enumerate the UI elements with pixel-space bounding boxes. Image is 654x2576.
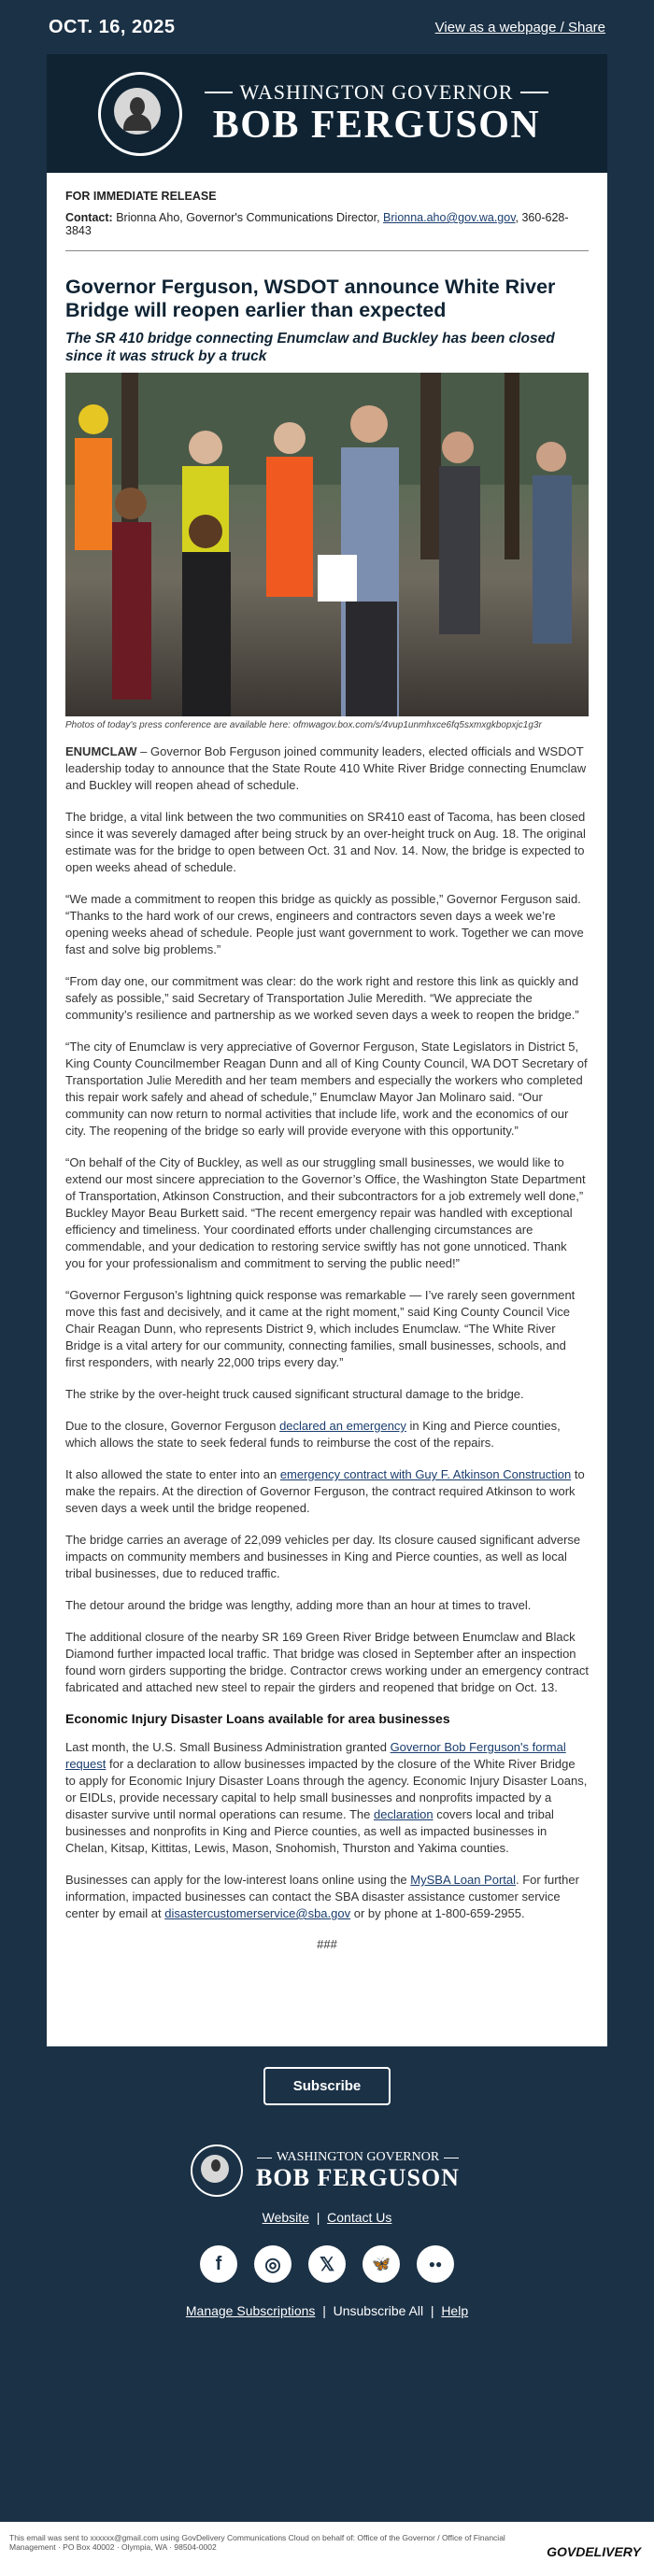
social-icons xyxy=(0,2245,654,2283)
manage-subscriptions-link[interactable]: Manage Subscriptions xyxy=(185,2303,316,2318)
contact-email-link[interactable]: Brionna.aho@gov.wa.gov xyxy=(383,211,516,224)
photo-caption: Photos of today's press conference are available here: ofmwagov.box.com/s/4vup1unmhxce6fq5sxmxgkbopxjc1g3r xyxy=(65,720,542,730)
article-subtitle: The SR 410 bridge connecting Enumclaw and Buckley has been closed since it was struck by a truck xyxy=(65,331,555,364)
end-mark: ### xyxy=(317,1937,337,1951)
p10-b: to make the repairs. At the direction of Governor Ferguson, the contract required Atkinson to work seven days a week until the bridge reopened. xyxy=(65,1467,585,1515)
p9-b: in King and Pierce counties, which allows the state to seek federal funds to reimburse the cost of the repairs. xyxy=(65,1419,561,1450)
p15-a: Businesses can apply for the low-interest loans online using the xyxy=(65,1873,411,1887)
paragraph-6: “On behalf of the City of Buckley, as well as our struggling small businesses, we would like to extend our most sincere appreciation to the Governor’s Office, the Washington State Department of Transportation, Atkinson Construction, and their subcontractors for a job extremely well done,” Buckley Mayor Beau Burkett said. “The recent emergency repair was handled with exceptional efficiency and timeliness. Your coordinated efforts under challenging circumstances are commendable, and your dedication to restoring service swiftly has not gone unnoticed. Thank you for your professionalism and commitment to serving the public need!” xyxy=(65,1155,586,1270)
mysba-loan-portal-link[interactable]: MySBA Loan Portal xyxy=(410,1873,517,1887)
declared-emergency-link[interactable]: declared an emergency xyxy=(279,1419,406,1433)
bottom-disclaimer xyxy=(0,2522,654,2576)
paragraph-1-text: – Governor Bob Ferguson joined community leaders, elected officials and WSDOT leadership today to announce that the State Route 410 White River Bridge connecting Enumclaw and Buckley will reopen ahead of schedule. xyxy=(65,744,587,792)
press-conference-photo xyxy=(65,373,589,716)
paragraph-2: The bridge, a vital link between the two communities on SR410 east of Tacoma, has been closed since it was severely damaged after being struck by an over-height truck on Aug. 18. The original estimate was for the bridge to open between Oct. 31 and Nov. 14. Now, the bridge is expected to open weeks ahead of schedule. xyxy=(65,810,586,874)
subscribe-button[interactable]: Subscribe xyxy=(263,2067,391,2105)
p14-a: Last month, the U.S. Small Business Administration granted xyxy=(65,1740,391,1754)
contact-phone: , 360-628-3843 xyxy=(65,211,569,237)
footer-logo xyxy=(0,2144,654,2197)
paragraph-10 xyxy=(65,1466,589,1517)
help-link[interactable]: Help xyxy=(441,2303,469,2318)
contact-label: Contact: xyxy=(65,211,113,224)
govdelivery-logo: GOVDELIVERY xyxy=(547,2544,641,2559)
paragraph-15 xyxy=(65,1872,589,1922)
article-title: Governor Ferguson, WSDOT announce White River Bridge will reopen earlier than expected xyxy=(65,276,556,321)
contact-us-link[interactable]: Contact Us xyxy=(327,2210,392,2225)
disaster-email-link[interactable]: disastercustomerservice@sba.gov xyxy=(164,1906,351,1920)
footer-title-line2: BOB FERGUSON xyxy=(256,2164,460,2192)
p15-c: or by phone at 1-800-659-2955. xyxy=(350,1906,525,1920)
paragraph-3: “We made a commitment to reopen this bridge as quickly as possible,” Governor Ferguson said. “Thanks to the hard work of our crews, engineers and contractors seven days a week we’re opening weeks ahead of schedule. People just want government to work. Together we can move fast and solve big problems.” xyxy=(65,892,584,956)
paragraph-7: “Governor Ferguson’s lightning quick response was remarkable — I’ve rarely seen government move this fast and decisively, and it came at the right moment,” said King County Council Vice Chair Reagan Dunn, who represents District 9, which includes Enumclaw. “The White River Bridge is a vital artery for our community, connecting families, small businesses, schools, and first responders, with nearly 22,000 trips every day.” xyxy=(65,1288,576,1369)
paragraph-13: The additional closure of the nearby SR 169 Green River Bridge between Enumclaw and Black Diamond further impacted local traffic. That bridge was closed in September after an inspection found worn girders supporting the bridge. Contractor crews working under an emergency contract fabricated and attached new steel to repair the girders and reopened that bridge on Oct. 13. xyxy=(65,1630,590,1694)
separator: | xyxy=(316,2210,320,2225)
p10-a: It also allowed the state to enter into an xyxy=(65,1467,280,1481)
declaration-link[interactable]: declaration xyxy=(373,1807,434,1821)
title-line2: BOB FERGUSON xyxy=(212,104,541,148)
bluesky-icon[interactable]: 🦋 xyxy=(363,2245,400,2283)
footer-seal-icon xyxy=(191,2144,243,2197)
footer-links xyxy=(0,2210,654,2225)
disclaimer-text: This email was sent to xxxxxx@gmail.com using GovDelivery Communications Cloud on behalf of: Office of the Governor / Office of Financial Management · PO Box 40002 · Olympia, WA · 98504-0002 xyxy=(9,2533,505,2552)
p15-b: . For further information, impacted businesses can contact the SBA disaster assistance customer service center by email at xyxy=(65,1873,579,1920)
footer-title-line1: WASHINGTON GOVERNOR xyxy=(276,2150,440,2165)
paragraph-1 xyxy=(65,743,589,794)
view-as-webpage-link[interactable]: View as a webpage / Share xyxy=(434,19,605,35)
divider xyxy=(65,250,589,251)
separator: | xyxy=(322,2303,326,2318)
website-link[interactable]: Website xyxy=(262,2210,309,2225)
contact-text: Brionna Aho, Governor's Communications Director, xyxy=(116,211,380,224)
instagram-icon[interactable]: ◎ xyxy=(254,2245,291,2283)
section-heading-eidl: Economic Injury Disaster Loans available for area businesses xyxy=(65,1711,450,1726)
facebook-icon[interactable]: f xyxy=(200,2245,237,2283)
unsubscribe-all-link[interactable]: Unsubscribe All xyxy=(333,2303,424,2318)
content-card xyxy=(47,173,607,2046)
date-label: OCT. 16, 2025 xyxy=(49,16,176,37)
title-line1: WASHINGTON GOVERNOR xyxy=(239,80,514,105)
paragraph-8: The strike by the over-height truck caused significant structural damage to the bridge. xyxy=(65,1387,524,1401)
paragraph-11: The bridge carries an average of 22,099 vehicles per day. Its closure caused significant adverse impacts on community members and businesses in King and Pierce counties, as well as local tribal businesses, due to reduced traffic. xyxy=(65,1533,581,1580)
p9-a: Due to the closure, Governor Ferguson xyxy=(65,1419,280,1433)
contact-line xyxy=(65,211,589,237)
top-bar xyxy=(0,0,654,54)
paragraph-5: “The city of Enumclaw is very appreciative of Governor Ferguson, State Legislators in District 5, King County Councilmember Reagan Dunn and all of King County Council, WA DOT Secretary of Transportation Julie Meredith and her team members and especially the workers who completed this repair work safely and ahead of schedule,” Enumclaw Mayor Jan Molinaro said. “Our community can now return to normal activities that include life, work and the economics of our city. The reopening of the bridge so early will provide everyone with this opportunity.” xyxy=(65,1040,588,1138)
subscription-links xyxy=(0,2303,654,2318)
header-banner xyxy=(47,54,607,173)
p14-c: covers local and tribal businesses and nonprofits in King and Pierce counties, as well as impacted businesses in Chelan, Kitsap, Kittitas, Lewis, Mason, Snohomish, Thurston and Yakima counties. xyxy=(65,1807,554,1855)
dateline: ENUMCLAW xyxy=(65,744,137,758)
separator: | xyxy=(430,2303,434,2318)
p14-b: for a declaration to allow businesses impacted by the closure of the White River Bridge to apply for Economic Injury Disaster Loans through the agency. Economic Injury Disaster Loans, or EIDLs, provide necessary capital to help small businesses and nonprofits impacted by a disaster survive until normal operations can resume. The xyxy=(65,1757,588,1821)
paragraph-9 xyxy=(65,1418,589,1451)
formal-request-link[interactable]: Governor Bob Ferguson's formal request xyxy=(65,1740,566,1771)
governor-title xyxy=(197,80,557,146)
paragraph-12: The detour around the bridge was lengthy, adding more than an hour at times to travel. xyxy=(65,1598,532,1612)
paragraph-14 xyxy=(65,1739,589,1857)
paragraph-4: “From day one, our commitment was clear: do the work right and restore this link as quickly and safely as possible,” said Secretary of Transportation Julie Meredith. “We appreciate the community’s resilience and partnership as we worked seven days a week to reopen the bridge.” xyxy=(65,974,579,1022)
flickr-icon[interactable]: ●● xyxy=(417,2245,454,2283)
state-seal-icon xyxy=(98,72,182,156)
release-label: FOR IMMEDIATE RELEASE xyxy=(65,190,217,203)
emergency-contract-link[interactable]: emergency contract with Guy F. Atkinson Construction xyxy=(279,1467,572,1481)
x-icon[interactable]: 𝕏 xyxy=(308,2245,346,2283)
